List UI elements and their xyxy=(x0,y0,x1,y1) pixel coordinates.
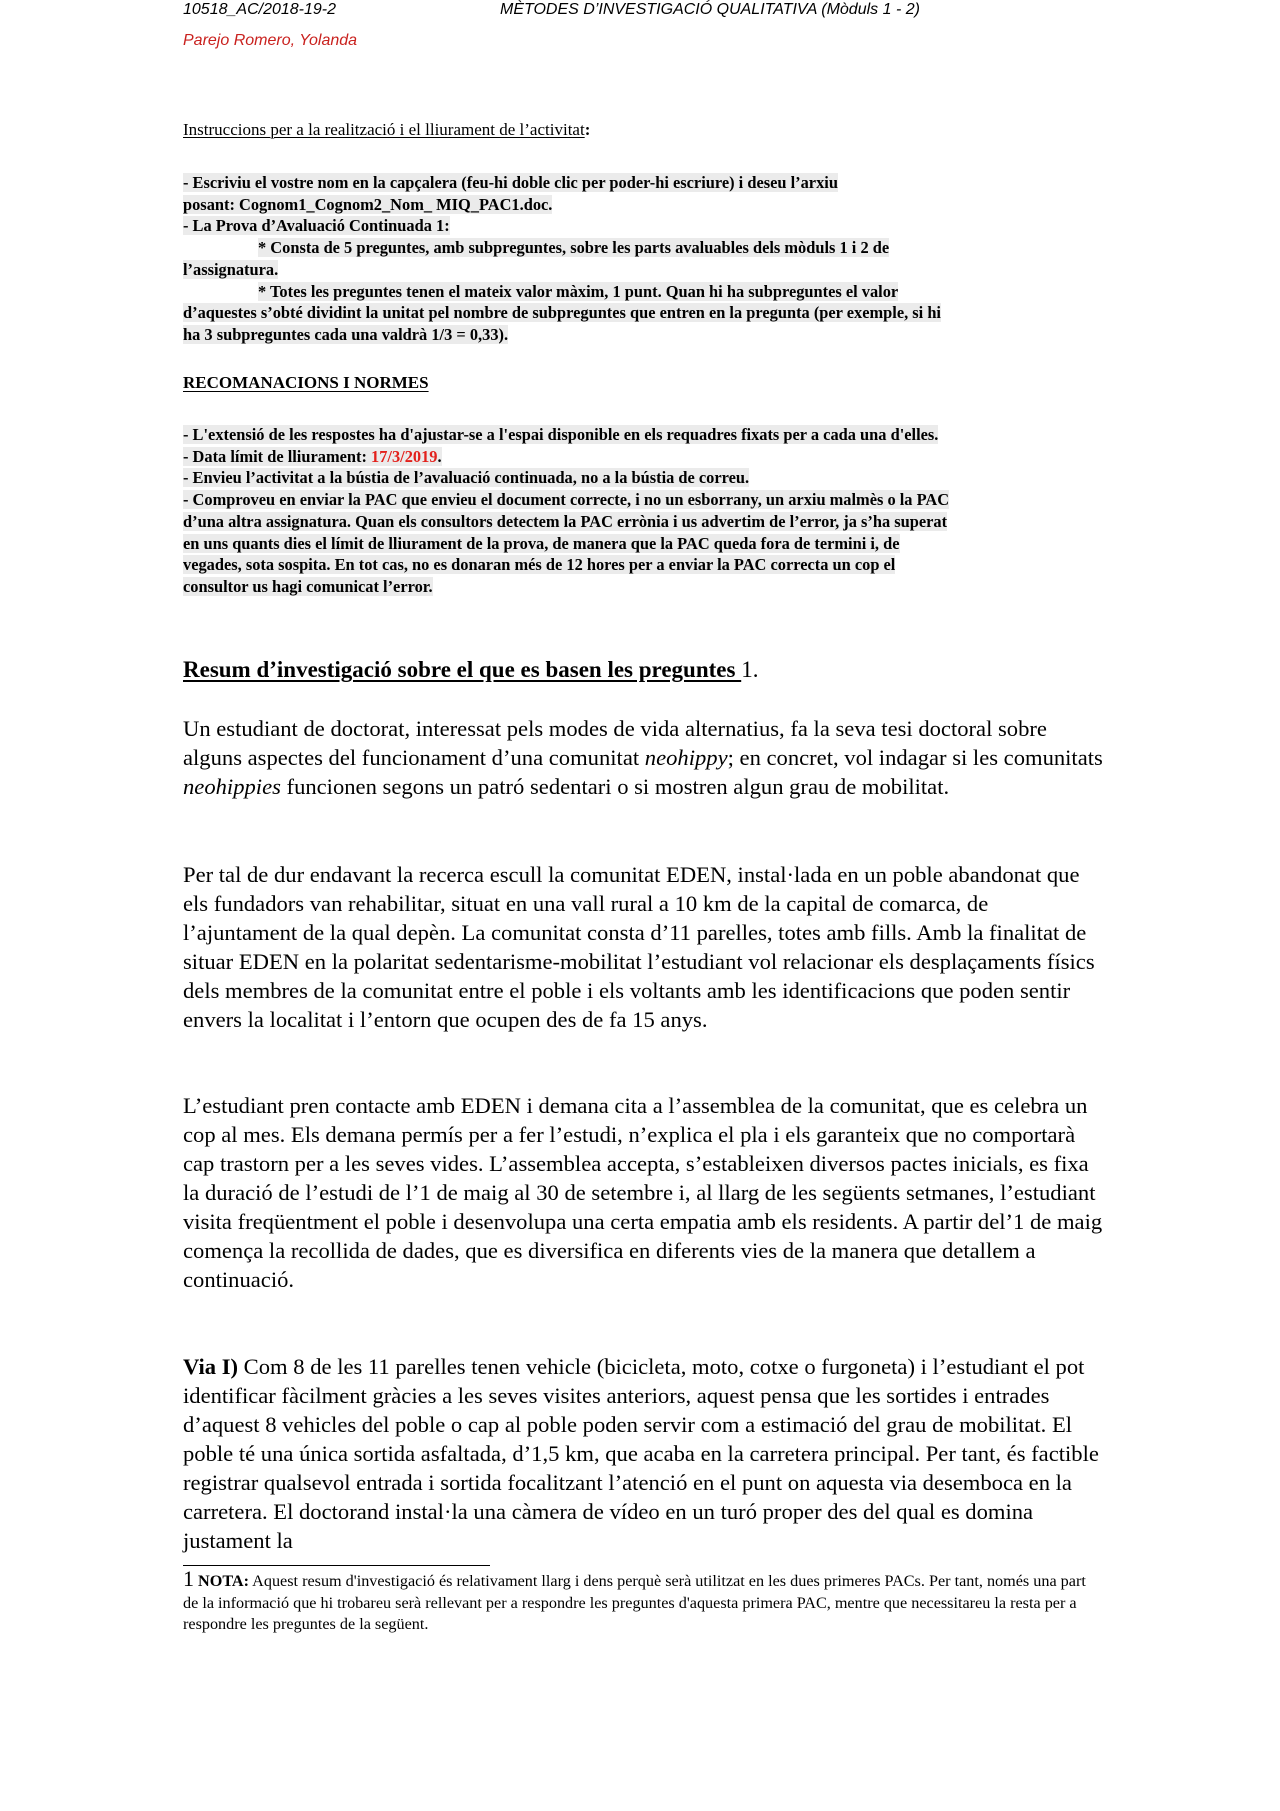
paragraph-emphasis: neohippy xyxy=(644,745,728,770)
instructions-heading xyxy=(183,120,590,140)
instruction-line: l’assignatura. xyxy=(183,259,279,279)
norm-line: consultor us hagi comunicat l’error. xyxy=(183,576,433,596)
instructions-heading-colon: : xyxy=(584,120,591,139)
instructions-heading-text: Instruccions per a la realització i el lliurament de l’activitat xyxy=(183,120,585,139)
norm-line: d’una altra assignatura. Quan els consultors detectem la PAC errònia i us advertim de l’error, ja s’ha superat xyxy=(183,511,948,531)
instruction-line: posant: Cognom1_Cognom2_Nom_ MIQ_PAC1.doc. xyxy=(183,194,553,214)
instruction-line: ha 3 subpreguntes cada una valdrà 1/3 = 0,33). xyxy=(183,324,509,344)
via-label: Via I) xyxy=(183,1354,239,1379)
deadline-label: - Data límit de lliurament: xyxy=(183,446,372,466)
norm-line: - L'extensió de les respostes ha d'ajustar-se a l'espai disponible en els requadres fixats per a cada una d'elles. xyxy=(183,425,939,444)
summary-paragraph-2: Per tal de dur endavant la recerca escull la comunitat EDEN, instal·lada en un poble abandonat que els fundadors van rehabilitar, situat en una vall rural a 10 km de la capital de comarca, de l’ajuntament de la qual depèn. La comunitat consta d’11 parelles, totes amb fills. Amb la finalitat de situar EDEN en la polaritat sedentarisme-mobilitat l’estudiant vol relacionar els desplaçaments físics dels membres de la comunitat entre el poble i els voltants amb les identificacions que poden sentir envers la localitat i l’entorn que ocupen des de fa 15 anys. xyxy=(183,862,1095,1032)
instruction-line: d’aquestes s’obté dividint la unitat pel nombre de subpreguntes que entren en la pregunta (per exemple, si hi xyxy=(183,303,941,323)
footnote-reference[interactable]: 1 xyxy=(741,657,753,682)
paragraph-emphasis: neohippies xyxy=(183,774,281,799)
deadline-date: 17/3/2019 xyxy=(371,446,438,466)
summary-paragraph-3: L’estudiant pren contacte amb EDEN i demana cita a l’assemblea de la comunitat, que es celebra un cop al mes. Els demana permís per a fer l’estudi, n’explica el pla i els garanteix que no comportarà cap trastorn per a les seves vides. L’assemblea accepta, s’estableixen diversos pactes inicials, es fixa la duració de l’estudi de l’1 de maig al 30 de setembre i, al llarg de les següents setmanes, l’estudiant visita freqüentment el poble i desenvolupa una certa empatia amb els residents. A partir del’1 de maig comença la recollida de dades, que es diversifica en diferents vies de la manera que detallem a continuació. xyxy=(183,1093,1103,1292)
footnote xyxy=(183,1568,1103,1636)
footnote-separator xyxy=(183,1565,490,1566)
norm-line: - Envieu l’activitat a la bústia de l’avaluació continuada, no a la bústia de correu. xyxy=(183,468,750,488)
footnote-text: Aquest resum d'investigació és relativament llarg i dens perquè serà utilitzat en les dues primeres PACs. Per tant, només una part de la informació que hi trobareu serà rellevant per a respondre les preguntes d'aquesta primera PAC, mentre que necessitareu la resta per a respondre les preguntes de la següent. xyxy=(183,1572,1086,1633)
deadline-end: . xyxy=(437,446,442,466)
paragraph-text: Un estudiant de doctorat, interessat pels modes de vida alternatius, fa la seva tesi doctoral sobre alguns aspectes del funcionament d’una comunitat xyxy=(183,716,1047,770)
paragraph-text: funcionen segons un patró sedentari o si mostren algun grau de mobilitat. xyxy=(280,774,950,799)
norms-block xyxy=(183,424,1103,598)
norm-line: - Comproveu en enviar la PAC que envieu el document correcte, i no un esborrany, un arxiu malmès o la PAC xyxy=(183,490,950,510)
summary-heading-end: . xyxy=(752,657,759,682)
instruction-line: - La Prova d’Avaluació Continuada 1: xyxy=(183,216,450,236)
norm-line: en uns quants dies el límit de lliurament de la prova, de manera que la PAC queda fora de termini i, de xyxy=(183,533,900,553)
header-course-title: MÈTODES D’INVESTIGACIÓ QUALITATIVA (Mòduls 1 - 2) xyxy=(500,1,920,18)
paragraph-text: ; en concret, vol indagar si les comunitats xyxy=(727,745,1103,770)
summary-paragraph-1 xyxy=(183,714,1103,801)
summary-paragraph-4 xyxy=(183,1352,1103,1555)
header-author-name: Parejo Romero, Yolanda xyxy=(183,32,358,49)
norms-heading: RECOMANACIONS I NORMES xyxy=(183,373,429,392)
footnote-label: NOTA: xyxy=(198,1572,250,1590)
footnote-number: 1 xyxy=(183,1566,194,1591)
norm-line: vegades, sota sospita. En tot cas, no es donaran més de 12 hores per a enviar la PAC correcta un cop el xyxy=(183,555,896,575)
header-document-code: 10518_AC/2018-19-2 xyxy=(183,1,337,18)
instructions-block xyxy=(183,172,1103,346)
instruction-line: - Escriviu el vostre nom en la capçalera (feu-hi doble clic per poder-hi escriure) i deseu l’arxiu xyxy=(183,173,838,192)
paragraph-text: Com 8 de les 11 parelles tenen vehicle (bicicleta, moto, cotxe o furgoneta) i l’estudiant el pot identificar fàcilment gràcies a les seves visites anteriors, aquest pensa que les sortides i entrades d’aquest 8 vehicles del poble o cap al poble poden servir com a estimació del grau de mobilitat. El poble té una única sortida asfaltada, d’1,5 km, que acaba en la carretera principal. Per tant, és factible registrar qualsevol entrada i sortida focalitzant l’atenció en el punt on aquesta via desemboca en la carretera. El doctorand instal·la una càmera de vídeo en un turó proper des del qual es domina justament la xyxy=(183,1354,1099,1553)
summary-heading xyxy=(183,655,758,685)
deadline-line xyxy=(183,447,442,466)
summary-heading-text: Resum d’investigació sobre el que es basen les preguntes xyxy=(183,657,742,682)
instruction-line: * Totes les preguntes tenen el mateix valor màxim, 1 punt. Quan hi ha subpreguntes el valor xyxy=(258,281,899,301)
instruction-line: * Consta de 5 preguntes, amb subpreguntes, sobre les parts avaluables dels mòduls 1 i 2 de xyxy=(258,238,890,258)
